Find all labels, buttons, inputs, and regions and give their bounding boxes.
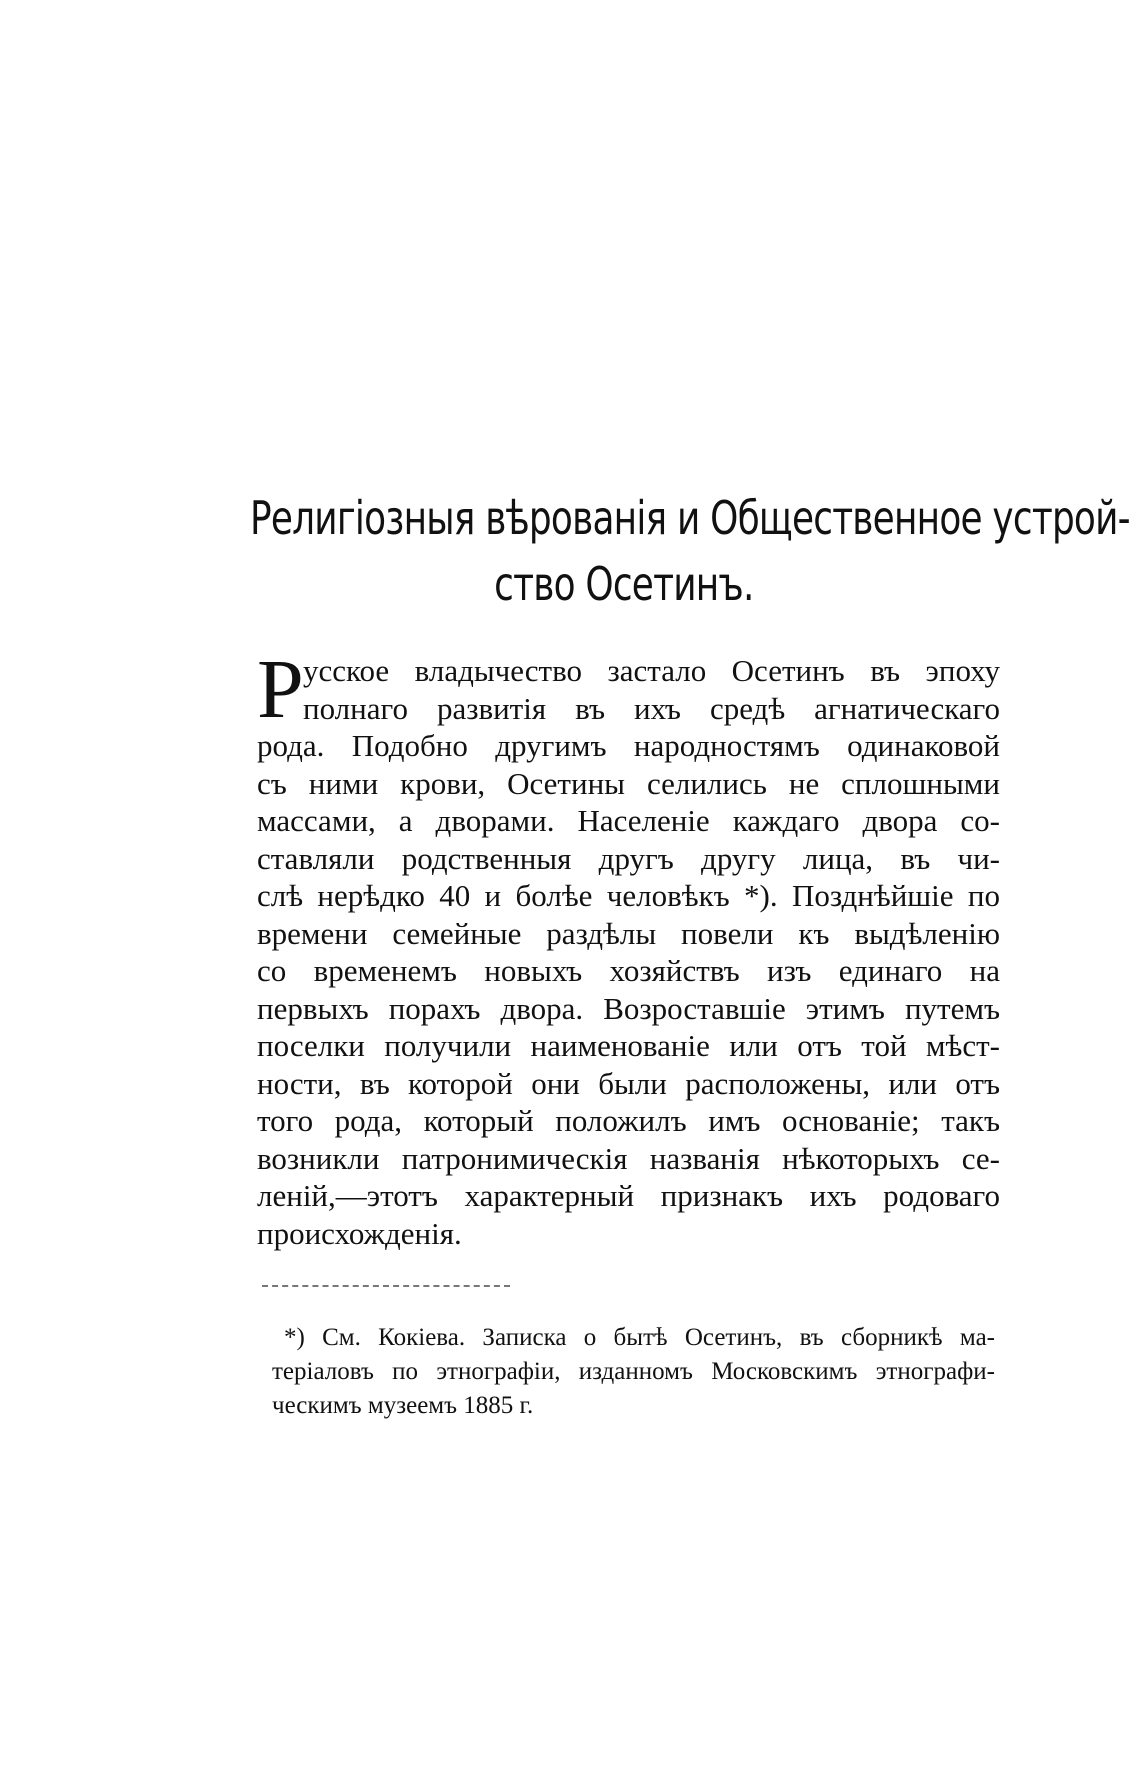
paragraph-line: времени семейные раздѣлы повели къ выдѣленію <box>257 915 1000 951</box>
paragraph-line: съ ними крови, Осетины селились не сплошными <box>257 765 1000 801</box>
paragraph-line: массами, а дворами. Населеніе каждаго двора со- <box>257 803 1000 838</box>
chapter-title-line-2: ство Осетинъ. <box>494 557 754 611</box>
paragraph-line: возникли патронимическія названія нѣкоторыхъ се- <box>257 1140 1000 1176</box>
drop-cap: Р <box>257 643 304 736</box>
chapter-title-line-1: Религіозныя вѣрованія и Общественное устрой- <box>250 491 1130 545</box>
paragraph-line: происхожденія. <box>257 1215 462 1251</box>
paragraph-line: леній,—этотъ характерный признакъ ихъ родоваго <box>257 1178 1000 1213</box>
footnote-line: *) См. Кокіева. Записка о бытѣ Осетинъ, въ сборникѣ ма- <box>284 1324 995 1351</box>
footnote-line: теріаловъ по этнографіи, изданномъ Московскимъ этнографи- <box>272 1358 995 1385</box>
paragraph-line: усское владычество застало Осетинъ въ эпоху <box>303 653 1000 688</box>
paragraph-line: рода. Подобно другимъ народностямъ одинаковой <box>257 728 1000 763</box>
footnote-separator <box>262 1285 510 1287</box>
chapter-title <box>250 485 1130 617</box>
main-paragraph <box>257 643 1000 1252</box>
paragraph-line: первыхъ порахъ двора. Возроставшіе этимъ путемъ <box>257 990 1000 1026</box>
paragraph-line: слѣ нерѣдко 40 и болѣе человѣкъ *). Позднѣйшіе по <box>257 878 1000 913</box>
paragraph-line: ставляли родственныя другъ другу лица, въ чи- <box>257 840 1000 876</box>
paragraph-line: со временемъ новыхъ хозяйствъ изъ единаго на <box>257 953 1000 988</box>
paragraph-line: поселки получили наименованіе или отъ той мѣст- <box>257 1028 1000 1063</box>
paragraph-line: полнаго развитія въ ихъ средѣ агнатическаго <box>303 690 1000 726</box>
footnote <box>272 1321 995 1423</box>
paragraph-line: ности, въ которой они были расположены, или отъ <box>257 1065 1000 1101</box>
footnote-line: ческимъ музеемъ 1885 г. <box>272 1392 534 1419</box>
paragraph-line: того рода, который положилъ имъ основаніе; такъ <box>257 1103 1000 1138</box>
